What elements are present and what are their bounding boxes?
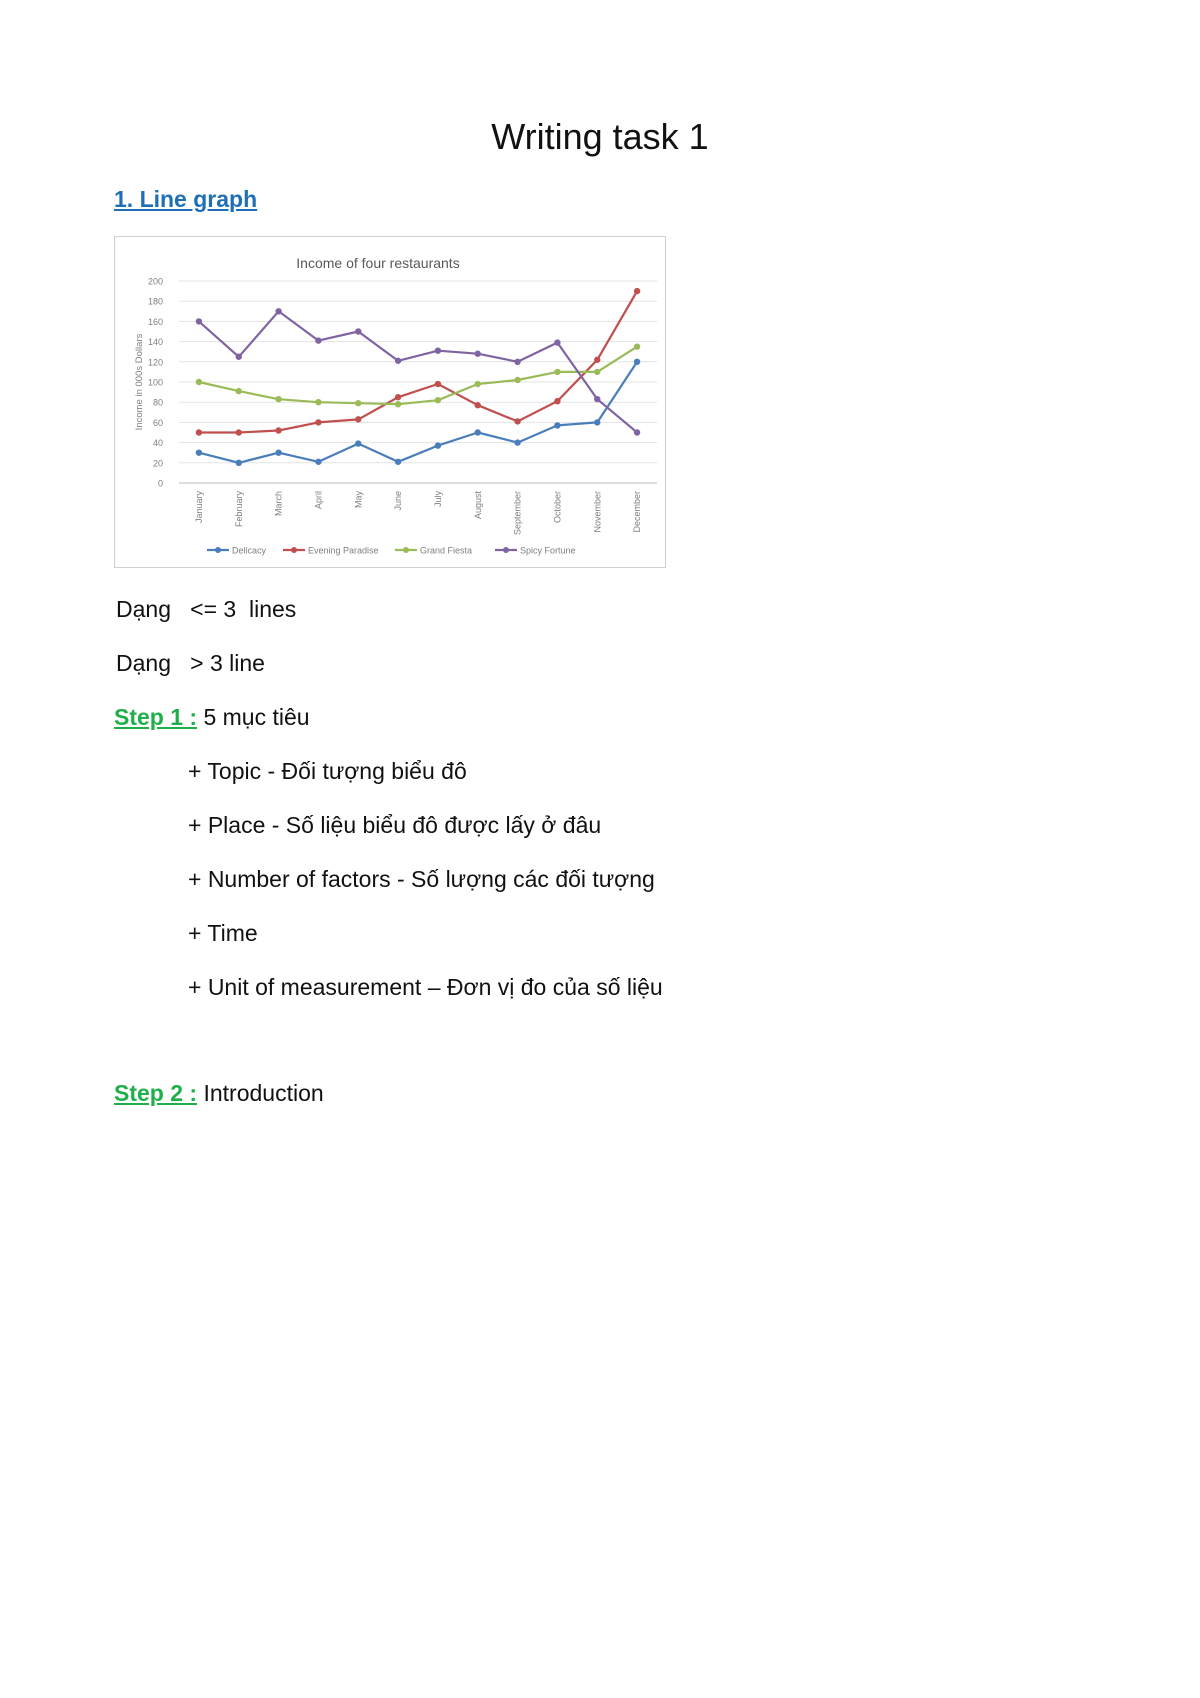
- data-point: [514, 377, 520, 383]
- line-chart-svg: [115, 237, 667, 569]
- data-point: [236, 388, 242, 394]
- data-point: [554, 339, 560, 345]
- data-point: [196, 379, 202, 385]
- series-line: [199, 362, 637, 463]
- y-tick-label: 200: [147, 276, 163, 287]
- legend-swatch-marker: [403, 547, 409, 553]
- data-point: [275, 427, 281, 433]
- x-tick-label: February: [233, 491, 244, 528]
- data-point: [475, 351, 481, 357]
- x-tick-label: July: [432, 491, 443, 508]
- bullet-factors: + Number of factors - Số lượng các đối tượng: [188, 866, 655, 892]
- data-point: [355, 440, 361, 446]
- chart-title: Income of four restaurants: [296, 255, 460, 271]
- data-point: [355, 400, 361, 406]
- data-point: [196, 318, 202, 324]
- y-tick-label: 80: [152, 397, 163, 408]
- y-tick-label: 20: [152, 458, 163, 469]
- legend-label: Spicy Fortune: [520, 545, 576, 556]
- data-point: [634, 359, 640, 365]
- data-point: [275, 450, 281, 456]
- data-point: [435, 397, 441, 403]
- data-point: [275, 308, 281, 314]
- data-point: [395, 394, 401, 400]
- data-point: [315, 459, 321, 465]
- data-point: [435, 381, 441, 387]
- data-point: [514, 359, 520, 365]
- data-point: [236, 460, 242, 466]
- data-point: [236, 354, 242, 360]
- x-tick-label: October: [552, 491, 563, 524]
- data-point: [395, 459, 401, 465]
- data-point: [554, 369, 560, 375]
- data-point: [594, 419, 600, 425]
- bullet-place: + Place - Số liệu biểu đô được lấy ở đâu: [188, 812, 602, 838]
- x-tick-label: November: [592, 491, 603, 533]
- x-tick-label: June: [393, 491, 404, 511]
- text-dang-le3: Dạng <= 3 lines: [116, 596, 297, 622]
- data-point: [435, 347, 441, 353]
- step2-text: Introduction: [197, 1080, 324, 1106]
- y-axis-label: Income in 000s Dollars: [134, 333, 145, 431]
- data-point: [554, 398, 560, 404]
- x-tick-label: December: [632, 491, 643, 533]
- data-point: [355, 328, 361, 334]
- text-dang-gt3: Dạng > 3 line: [116, 650, 265, 676]
- data-point: [594, 357, 600, 363]
- legend-swatch-marker: [503, 547, 509, 553]
- legend-swatch-marker: [215, 547, 221, 553]
- x-tick-label: January: [193, 491, 204, 524]
- y-tick-label: 60: [152, 417, 163, 428]
- legend-label: Grand Fiesta: [420, 545, 473, 556]
- data-point: [355, 416, 361, 422]
- data-point: [315, 419, 321, 425]
- line-chart: [114, 236, 666, 568]
- step2-line: [114, 1080, 324, 1107]
- data-point: [634, 429, 640, 435]
- data-point: [475, 381, 481, 387]
- data-point: [634, 343, 640, 349]
- data-point: [475, 429, 481, 435]
- data-point: [236, 429, 242, 435]
- data-point: [634, 288, 640, 294]
- step2-label: Step 2 :: [114, 1080, 198, 1106]
- data-point: [594, 396, 600, 402]
- data-point: [196, 429, 202, 435]
- data-point: [554, 422, 560, 428]
- data-point: [435, 442, 441, 448]
- legend-label: Evening Paradise: [308, 545, 379, 556]
- data-point: [395, 401, 401, 407]
- data-point: [594, 369, 600, 375]
- section-heading-line-graph[interactable]: 1. Line graph: [114, 186, 258, 212]
- step1-label: Step 1 :: [114, 704, 198, 730]
- data-point: [315, 337, 321, 343]
- step1-line: [114, 704, 310, 731]
- step1-text: 5 mục tiêu: [197, 704, 310, 730]
- data-point: [475, 402, 481, 408]
- data-point: [315, 399, 321, 405]
- x-tick-label: May: [353, 491, 364, 509]
- y-tick-label: 160: [147, 316, 163, 327]
- y-tick-label: 40: [152, 438, 163, 449]
- data-point: [514, 418, 520, 424]
- bullet-topic: + Topic - Đối tượng biểu đô: [188, 758, 467, 784]
- x-tick-label: April: [313, 491, 324, 510]
- x-tick-label: September: [512, 491, 523, 536]
- x-tick-label: March: [273, 491, 284, 517]
- y-tick-label: 140: [147, 337, 163, 348]
- data-point: [275, 396, 281, 402]
- data-point: [196, 450, 202, 456]
- bullet-time: + Time: [188, 920, 258, 946]
- x-tick-label: August: [472, 491, 483, 520]
- y-tick-label: 0: [157, 478, 163, 489]
- y-tick-label: 120: [147, 357, 163, 368]
- data-point: [514, 439, 520, 445]
- y-tick-label: 180: [147, 296, 163, 307]
- y-tick-label: 100: [147, 377, 163, 388]
- legend-swatch-marker: [291, 547, 297, 553]
- page-title: Writing task 1: [491, 116, 709, 157]
- legend-label: Delicacy: [232, 545, 267, 556]
- data-point: [395, 358, 401, 364]
- bullet-unit: + Unit of measurement – Đơn vị đo của số liệu: [188, 974, 663, 1000]
